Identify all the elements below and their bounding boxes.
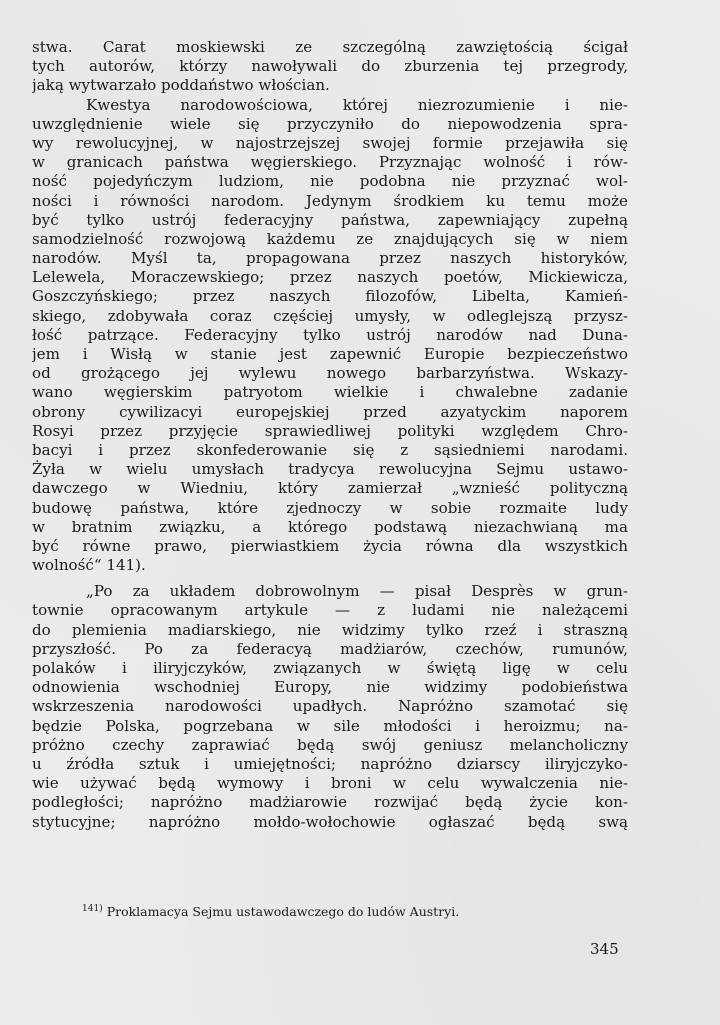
page-number: 345	[590, 940, 619, 958]
text-line: „Po za układem dobrowolnym — pisał Desprès w grun-	[86, 582, 628, 601]
footnote-marker: 141)	[82, 903, 103, 914]
text-line: ność pojedyńczym ludziom, nie podobna nie przyznać wol-	[32, 172, 628, 191]
footnote	[82, 904, 459, 919]
text-line: obrony cywilizacyi europejskiej przed azyatyckim naporem	[32, 402, 628, 421]
text-line: u źródła sztuk i umiejętności; napróżno dziarscy iliryjczyko-	[32, 754, 628, 773]
text-line: bacyi i przez skonfederowanie się z sąsiedniemi narodami.	[32, 440, 628, 459]
text-line: wano węgierskim patryotom wielkie i chwalebne zadanie	[32, 383, 628, 402]
text-line: narodów. Myśl ta, propagowana przez naszych historyków,	[32, 249, 628, 268]
text-line: w bratnim związku, a którego podstawą niezachwianą ma	[32, 517, 628, 536]
text-line: Goszczyńskiego; przez naszych filozofów, Libelta, Kamień-	[32, 287, 628, 306]
text-line: budowę państwa, które zjednoczy w sobie rozmaite ludy	[32, 498, 628, 517]
text-line: łość patrzące. Federacyjny tylko ustrój narodów nad Duna-	[32, 325, 628, 344]
text-line: jaką wytwarzało poddaństwo włościan.	[32, 76, 330, 95]
text-line: odnowienia wschodniej Europy, nie widzimy podobieństwa	[32, 678, 628, 697]
body-text	[32, 38, 628, 832]
text-line: tych autorów, którzy nawoływali do zburzenia tej przegrody,	[32, 57, 628, 76]
text-line: Rosyi przez przyjęcie sprawiedliwej polityki względem Chro-	[32, 421, 628, 440]
text-line: polaków i iliryjczyków, związanych w świętą ligę w celu	[32, 659, 628, 677]
text-line: wskrzeszenia narodowości upadłych. Napróżno szamotać się	[32, 697, 628, 716]
text-line: townie opracowanym artykule — z ludami nie należącemi	[32, 601, 628, 620]
text-line: wy rewolucyjnej, w najostrzejszej swojej formie przejawiła się	[32, 133, 628, 152]
text-line: Kwestya narodowościowa, której niezrozumienie i nie-	[86, 95, 628, 114]
footnote-text: Proklamacya Sejmu ustawodawczego do ludów Austryi.	[106, 904, 460, 919]
text-line: dawczego w Wiedniu, który zamierzał „wznieść polityczną	[32, 479, 628, 498]
text-line: być tylko ustrój federacyjny państwa, zapewniający zupełną	[32, 210, 628, 229]
text-line: jem i Wisłą w stanie jest zapewnić Europie bezpieczeństwo	[32, 345, 628, 363]
text-line: podległości; napróżno madżiarowie rozwijać będą życie kon-	[32, 793, 628, 812]
text-line: stytucyjne; napróżno mołdo-wołochowie ogłaszać będą swą	[32, 812, 628, 831]
text-line: być równe prawo, pierwiastkiem życia równa dla wszystkich	[32, 536, 628, 555]
text-line: uwzględnienie wiele się przyczyniło do niepowodzenia spra-	[32, 114, 628, 133]
text-line: próżno czechy zaprawiać będą swój geniusz melancholiczny	[32, 735, 628, 754]
text-line: Żyła w wielu umysłach tradycya rewolucyjna Sejmu ustawo-	[32, 460, 628, 479]
text-line: ności i równości narodom. Jedynym środkiem ku temu może	[32, 191, 628, 210]
text-line: od grożącego jej wylewu nowego barbarzyństwa. Wskazy-	[32, 364, 628, 383]
text-line: wolność“ 141).	[32, 556, 146, 575]
text-line: skiego, zdobywała coraz częściej umysły, w odleglejszą przysz-	[32, 306, 628, 325]
text-line: będzie Polska, pogrzebana w sile młodości i heroizmu; na-	[32, 716, 628, 735]
text-line: samodzielność rozwojową każdemu ze znajdujących się w niem	[32, 229, 628, 248]
text-line: przyszłość. Po za federacyą madżiarów, czechów, rumunów,	[32, 639, 628, 658]
text-line: do plemienia madiarskiego, nie widzimy tylko rzeź i straszną	[32, 620, 628, 639]
text-line: Lelewela, Moraczewskiego; przez naszych poetów, Mickiewicza,	[32, 268, 628, 287]
paragraph-gap	[32, 575, 628, 582]
text-line: w granicach państwa węgierskiego. Przyznając wolność i rów-	[32, 153, 628, 172]
text-line: wie używać będą wymowy i broni w celu wywalczenia nie-	[32, 774, 628, 793]
text-line: stwa. Carat moskiewski ze szczególną zawziętością ścigał	[32, 38, 628, 56]
